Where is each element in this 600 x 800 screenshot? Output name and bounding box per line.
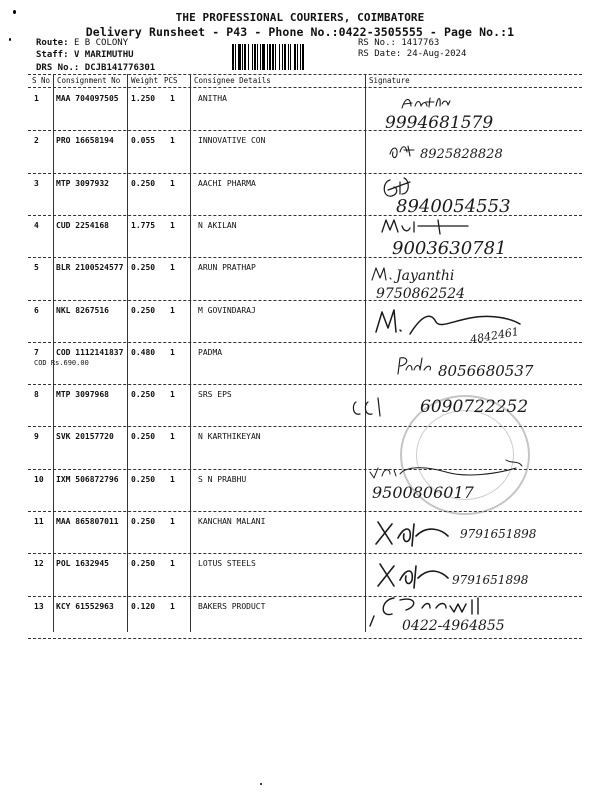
row-sno: 7 [34, 348, 39, 357]
signature-13 [366, 592, 576, 636]
route-value: E B COLONY [73, 38, 129, 48]
rs-no-label: RS No.: [358, 38, 396, 48]
route-label: Route: [36, 38, 69, 48]
row-divider [28, 511, 582, 512]
signature-5-phone: 9750862524 [376, 286, 466, 302]
col-header-pcs: PCS [164, 76, 178, 85]
row-sno: 9 [34, 432, 39, 441]
row-consignment-no: IXM 506872796 [56, 475, 119, 484]
row-consignment-no: MTP 3097932 [56, 179, 109, 188]
staff-label: Staff: [36, 50, 69, 60]
row-weight: 0.120 [131, 602, 156, 611]
signature-3 [380, 172, 560, 218]
row-pcs: 1 [170, 602, 175, 611]
row-consignee: N KARTHIKEYAN [198, 432, 261, 441]
row-weight: 0.055 [131, 136, 156, 145]
row-consignment-no: SVK 20157720 [56, 432, 114, 441]
row-pcs: 1 [170, 136, 175, 145]
row-divider [28, 384, 582, 385]
row-pcs: 1 [170, 559, 175, 568]
col-divider [127, 74, 128, 632]
row-weight: 0.250 [131, 475, 156, 484]
signature-5-name: Jayanthi [396, 268, 455, 284]
rs-date-value: 24-Aug-2024 [406, 49, 467, 59]
col-header-signature: Signature [369, 76, 410, 85]
row-weight: 0.250 [131, 517, 156, 526]
col-header-weight: Weight [131, 76, 159, 85]
row-sno: 13 [34, 602, 44, 611]
scan-speck [9, 38, 11, 41]
runsheet-title: Delivery Runsheet - P43 - Phone No.:0422-3505555 - Page No.:1 [85, 25, 515, 39]
row-consignment-no: MAA 865807011 [56, 517, 119, 526]
scan-speck [260, 783, 262, 785]
row-sno: 12 [34, 559, 44, 568]
staff-value: V MARIMUTHU [73, 50, 134, 60]
signature-8-phone: 6090722252 [420, 397, 529, 417]
rs-no-value: 1417763 [401, 38, 440, 48]
row-consignment-no: COD 1112141837 [56, 348, 124, 357]
row-consignee: M GOVINDARAJ [198, 306, 256, 315]
row-weight: 0.250 [131, 432, 156, 441]
row-consignment-no: BLR 2100524577 [56, 263, 124, 272]
row-pcs: 1 [170, 390, 175, 399]
row-pcs: 1 [170, 221, 175, 230]
drs-value: DCJB141776301 [84, 63, 156, 73]
col-header-sno: S No [32, 76, 51, 85]
scan-speck [13, 10, 16, 14]
signature-4-phone: 9003630781 [392, 238, 507, 259]
rs-date-line [358, 49, 466, 59]
row-consignee: S N PRABHU [198, 475, 247, 484]
row-weight: 0.250 [131, 179, 156, 188]
row-weight: 1.775 [131, 221, 156, 230]
row-consignment-no: NKL 8267516 [56, 306, 109, 315]
row-consignee: AACHI PHARMA [198, 179, 256, 188]
staff-line [36, 50, 134, 60]
row-consignment-no: MTP 3097968 [56, 390, 109, 399]
row-consignee: BAKERS PRODUCT [198, 602, 266, 611]
table-top-rule [28, 74, 582, 75]
row-consignee: PADMA [198, 348, 223, 357]
barcode [232, 44, 350, 70]
signature-3-phone: 8940054553 [396, 196, 511, 217]
row-sno: 11 [34, 517, 44, 526]
row-consignee: ARUN PRATHAP [198, 263, 256, 272]
col-divider [365, 74, 366, 632]
signature-10-phone: 9500806017 [372, 483, 474, 502]
drs-label: DRS No.: [36, 63, 80, 73]
row-divider [28, 638, 582, 639]
row-weight: 0.250 [131, 559, 156, 568]
row-pcs: 1 [170, 475, 175, 484]
row-sno: 8 [34, 390, 39, 399]
row-sno: 6 [34, 306, 39, 315]
rs-date-label: RS Date: [358, 49, 402, 59]
row-sno: 4 [34, 221, 39, 230]
row-pcs: 1 [170, 263, 175, 272]
row-cod-amount: COD Rs.690.00 [34, 359, 89, 367]
signature-1 [380, 92, 560, 132]
row-pcs: 1 [170, 432, 175, 441]
row-sno: 2 [34, 136, 39, 145]
row-pcs: 1 [170, 348, 175, 357]
row-consignee: SRS EPS [198, 390, 232, 399]
row-consignee: ANITHA [198, 94, 227, 103]
row-consignment-no: PRO 16658194 [56, 136, 114, 145]
table-header-rule [28, 87, 582, 88]
signature-2 [380, 136, 560, 168]
route-line [36, 38, 128, 48]
col-divider [190, 74, 191, 632]
row-weight: 0.250 [131, 263, 156, 272]
col-header-consignee: Consignee Details [194, 76, 271, 85]
signature-12 [368, 556, 568, 596]
drs-line [36, 63, 155, 73]
row-consignment-no: MAA 704097505 [56, 94, 119, 103]
col-header-consignment: Consignment No [57, 76, 121, 85]
row-weight: 0.250 [131, 306, 156, 315]
rs-no-line [358, 38, 439, 48]
signature-13-phone: 0422-4964855 [402, 618, 505, 634]
row-weight: 0.480 [131, 348, 156, 357]
row-pcs: 1 [170, 306, 175, 315]
row-pcs: 1 [170, 517, 175, 526]
row-consignment-no: POL 1632945 [56, 559, 109, 568]
row-consignment-no: CUD 2254168 [56, 221, 109, 230]
signature-11-phone: 9791651898 [460, 527, 537, 541]
row-sno: 3 [34, 179, 39, 188]
signature-10 [366, 456, 556, 506]
row-consignee: N AKILAN [198, 221, 237, 230]
signature-2-phone: 8925828828 [420, 147, 503, 162]
signature-6 [370, 304, 560, 350]
company-title: THE PROFESSIONAL COURIERS, COIMBATORE [175, 11, 425, 24]
row-consignment-no: KCY 61552963 [56, 602, 114, 611]
signature-8 [350, 392, 570, 426]
row-sno: 1 [34, 94, 39, 103]
row-consignee: LOTUS STEELS [198, 559, 256, 568]
signature-5 [368, 260, 548, 306]
row-weight: 0.250 [131, 390, 156, 399]
row-pcs: 1 [170, 179, 175, 188]
row-consignee: KANCHAN MALANI [198, 517, 266, 526]
signature-6-number: 4842461 [469, 325, 520, 347]
row-pcs: 1 [170, 94, 175, 103]
signature-4 [378, 216, 558, 262]
signature-12-phone: 9791651898 [452, 573, 529, 587]
col-divider [53, 74, 54, 632]
signature-7-phone: 8056680537 [438, 362, 534, 380]
signature-1-phone: 9994681579 [385, 113, 494, 133]
signature-11 [368, 514, 568, 554]
row-consignee: INNOVATIVE CON [198, 136, 266, 145]
signature-7 [394, 352, 574, 384]
row-weight: 1.250 [131, 94, 156, 103]
row-sno: 5 [34, 263, 39, 272]
row-sno: 10 [34, 475, 44, 484]
